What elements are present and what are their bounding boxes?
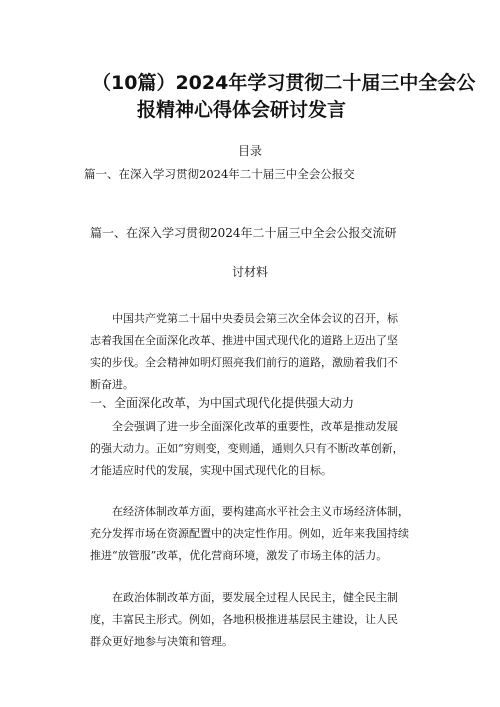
section-title-line-2: 讨材料 — [231, 265, 268, 279]
paragraph-line: 充分发挥市场在资源配置中的决定性作用。例如，近年来我国持续 — [90, 527, 409, 540]
paragraph-line: 在政治体制改革方面，要发展全过程人民民主，健全民主制 — [112, 591, 398, 604]
paragraph-line: 在经济体制改革方面，要构建高水平社会主义市场经济体制， — [112, 505, 409, 518]
paragraph-line: 实的步伐。全会精神如明灯照亮我们前行的道路，激励着我们不 — [90, 356, 398, 369]
paragraph-line: 才能适应时代的发展，实现中国式现代化的目标。 — [90, 464, 332, 477]
paragraph-economy — [90, 501, 420, 567]
toc-item[interactable]: 篇一、在深入学习贯彻2024年二十届三中全会公报交 — [84, 167, 355, 181]
subsection-heading: 一、全面深化改革，为中国式现代化提供强大动力 — [90, 396, 355, 410]
paragraph-politics — [90, 587, 420, 653]
toc-heading: 目录 — [237, 144, 262, 158]
paragraph-line: 断奋进。 — [90, 378, 134, 391]
paragraph-reform — [90, 416, 420, 482]
section-title-line-1: 篇一、在深入学习贯彻2024年二十届三中全会公报交流研 — [90, 226, 397, 240]
paragraph-line: 志着我国在全面深化改革、推进中国式现代化的道路上迈出了坚 — [90, 334, 398, 347]
document-title-line-1: （10篇）2024年学习贯彻二十届三中全会公 — [92, 72, 476, 94]
document-title-line-2: 报精神心得体会研讨发言 — [137, 99, 347, 121]
paragraph-line: 群众更好地参与决策和管理。 — [90, 635, 233, 648]
paragraph-line: 推进“放管服”改革，优化营商环境，激发了市场主体的活力。 — [90, 549, 388, 562]
paragraph-line: 中国共产党第二十届中央委员会第三次全体会议的召开，标 — [112, 312, 398, 325]
paragraph-line: 全会强调了进一步全面深化改革的重要性，改革是推动发展 — [112, 420, 398, 433]
paragraph-line: 的强大动力。正如“穷则变，变则通，通则久只有不断改革创新， — [90, 442, 404, 455]
paragraph-line: 度，丰富民主形式。例如，各地积极推进基层民主建设，让人民 — [90, 613, 398, 626]
paragraph-intro — [90, 308, 420, 396]
